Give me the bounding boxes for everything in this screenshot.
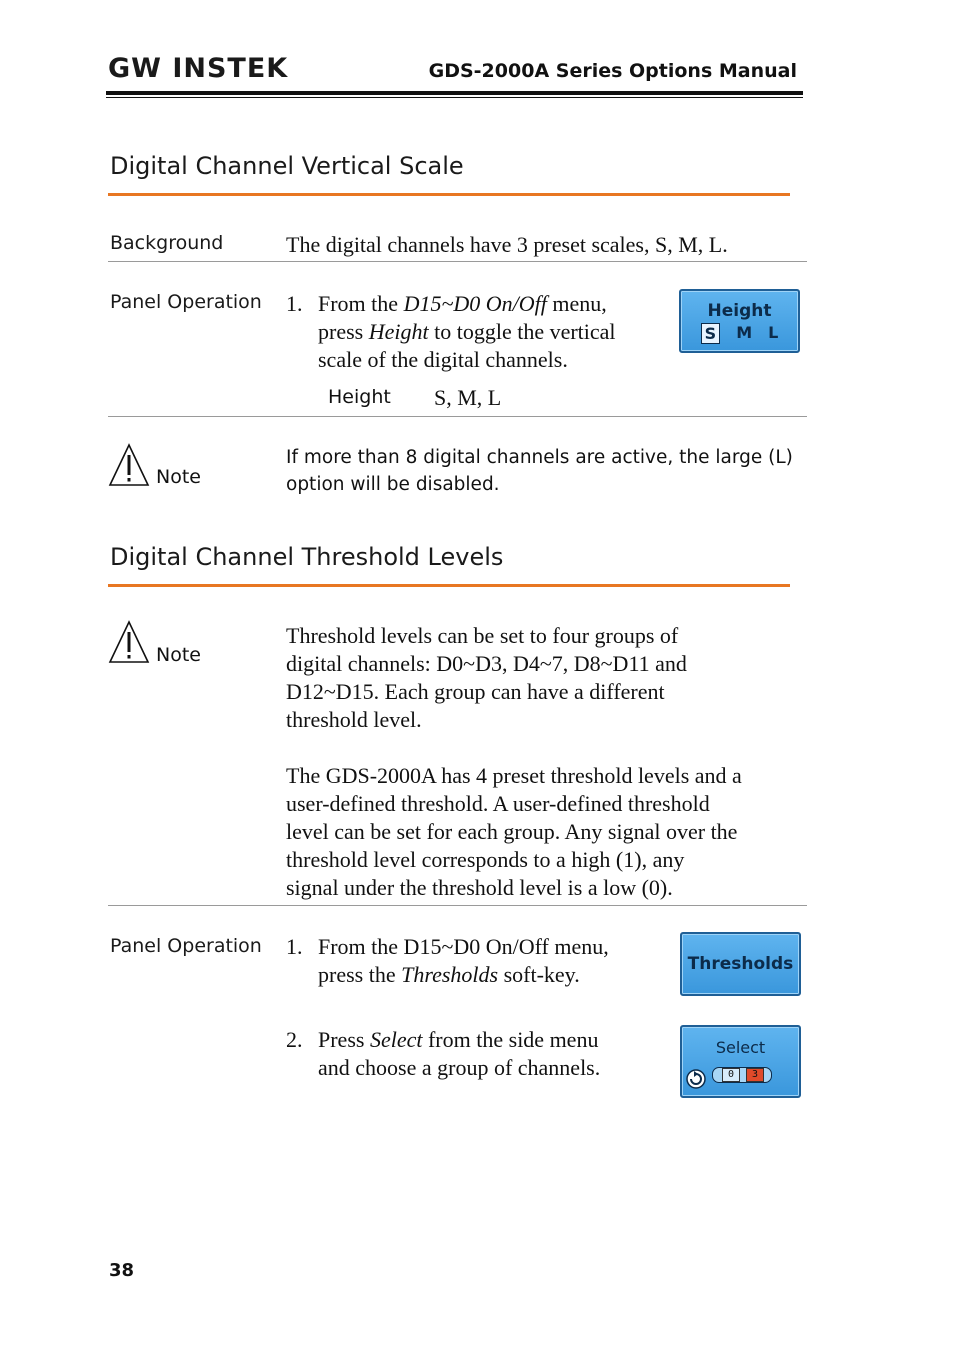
select-softkey-label: Select xyxy=(715,1038,766,1057)
note-paragraph-2: The GDS-2000A has 4 preset threshold levels and a user-defined threshold. A user-defined threshold level can be set for each group. Any signal over the threshold level corresponds to a high (1), any signal under the threshold level is a low (0). xyxy=(286,763,742,900)
header-rule-thick xyxy=(106,91,803,95)
section-title-threshold-levels: Digital Channel Threshold Levels xyxy=(110,543,504,571)
header-rule-thin xyxy=(106,97,803,98)
height-softkey[interactable] xyxy=(679,289,800,353)
row-divider xyxy=(108,416,807,417)
step-number: 1. xyxy=(286,291,303,316)
panel-operation-label: Panel Operation xyxy=(110,935,262,957)
row-divider xyxy=(108,905,807,906)
panel-operation-label: Panel Operation xyxy=(110,291,262,313)
background-text: The digital channels have 3 preset scales, S, M, L. xyxy=(286,232,728,257)
page-number: 38 xyxy=(109,1260,135,1281)
manual-title: GDS-2000A Series Options Manual xyxy=(428,60,797,82)
background-label: Background xyxy=(110,232,224,254)
step-2-text: Press Select from the side menu and choose a group of channels. xyxy=(318,1027,601,1080)
select-range-indicator xyxy=(712,1067,772,1083)
section-rule xyxy=(108,193,790,196)
section-rule xyxy=(108,584,790,587)
gw-instek-logo: GW INSTEK xyxy=(108,53,289,84)
row-divider xyxy=(108,261,807,262)
option-s: S xyxy=(701,323,721,344)
option-l: L xyxy=(768,323,779,342)
thresholds-softkey-label: Thresholds xyxy=(687,954,794,974)
step-number: 1. xyxy=(286,934,303,959)
thresholds-softkey[interactable] xyxy=(680,932,801,996)
select-softkey[interactable] xyxy=(680,1025,801,1098)
warning-icon xyxy=(108,620,150,664)
note-text: If more than 8 digital channels are active, the large (L) option will be disabled. xyxy=(286,447,793,495)
section-title-vertical-scale: Digital Channel Vertical Scale xyxy=(110,152,464,180)
param-value: S, M, L xyxy=(434,385,502,410)
step-number: 2. xyxy=(286,1027,303,1052)
option-m: M xyxy=(736,323,753,342)
height-softkey-title: Height xyxy=(707,301,772,321)
rotate-knob-icon xyxy=(685,1068,707,1090)
range-start: 0 xyxy=(722,1068,740,1082)
param-name: Height xyxy=(328,386,391,408)
step-1-text: From the D15~D0 On/Off menu, press the Thresholds soft-key. xyxy=(318,934,609,987)
range-end: 3 xyxy=(746,1068,764,1082)
note-label: Note xyxy=(156,644,201,666)
warning-icon xyxy=(108,443,150,487)
note-paragraph-1: Threshold levels can be set to four groups of digital channels: D0~D3, D4~7, D8~D11 and D12~D15. Each group can have a different threshold level. xyxy=(286,623,687,732)
step-1-text: From the D15~D0 On/Off menu, press Height to toggle the vertical scale of the digital channels. xyxy=(318,291,616,372)
note-label: Note xyxy=(156,466,201,488)
